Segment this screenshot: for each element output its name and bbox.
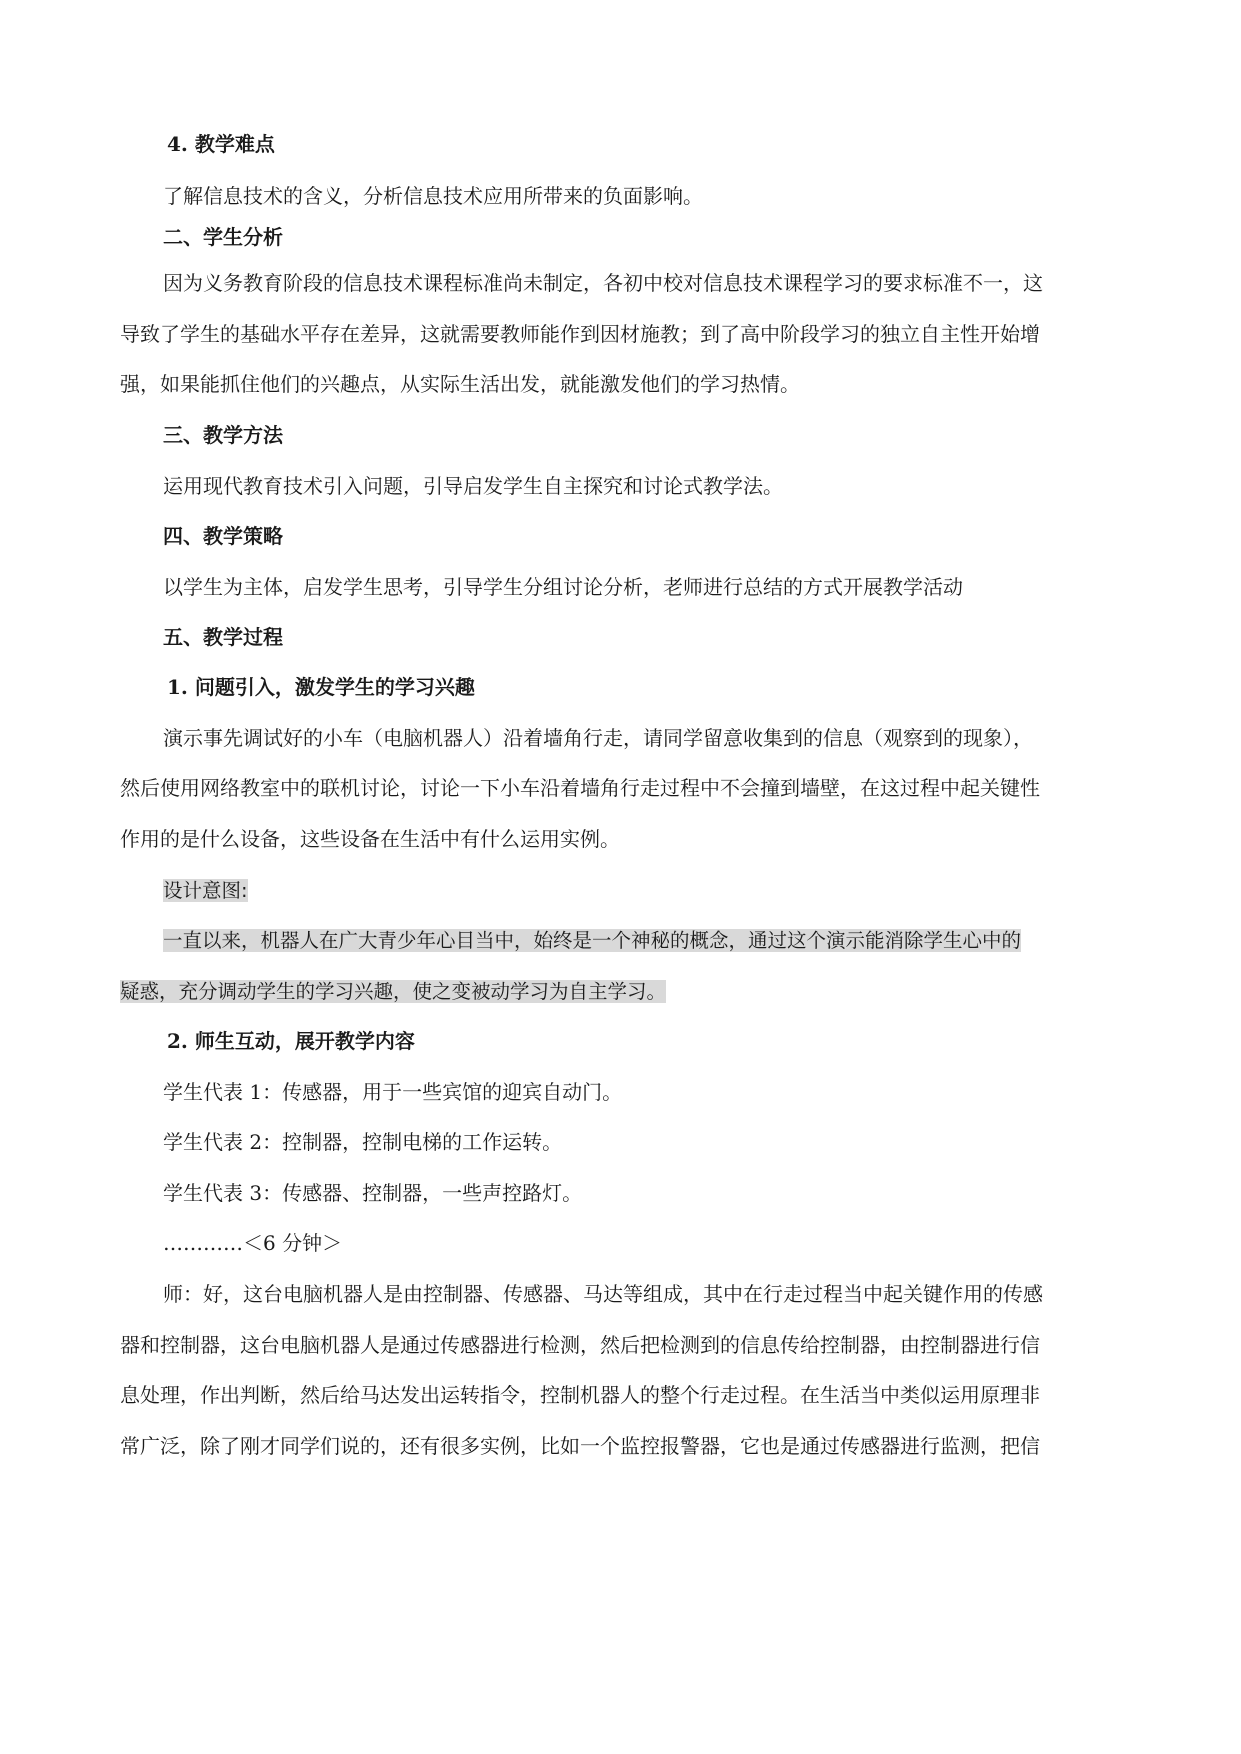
paragraph-text: 以学生为主体，启发学生思考，引导学生分组讨论分析，老师进行总结的方式开展教学活动 <box>163 575 963 599</box>
subsection-title-question-intro: 1. 问题引入，激发学生的学习兴趣 <box>167 675 475 699</box>
paragraph-line: 师：好，这台电脑机器人是由控制器、传感器、马达等组成，其中在行走过程当中起关键作用的传感 <box>163 1282 1043 1306</box>
section-title-student-analysis: 二、学生分析 <box>163 225 283 249</box>
paragraph-line: 演示事先调试好的小车（电脑机器人）沿着墙角行走，请同学留意收集到的信息（观察到的现象）， <box>163 726 1033 750</box>
subsection-title-interaction: 2. 师生互动，展开教学内容 <box>167 1029 415 1053</box>
paragraph-line: 作用的是什么设备，这些设备在生活中有什么运用实例。 <box>120 827 620 851</box>
highlighted-text: 一直以来，机器人在广大青少年心目当中，始终是一个神秘的概念，通过这个演示能消除学生心中的 <box>163 929 1022 952</box>
section-title-teaching-method: 三、教学方法 <box>163 423 283 447</box>
paragraph-line: 导致了学生的基础水平存在差异，这就需要教师能作到因材施教；到了高中阶段学习的独立自主性开始增 <box>120 322 1040 346</box>
section-title-teaching-process: 五、教学过程 <box>163 625 283 649</box>
highlighted-text: 设计意图: <box>163 879 248 902</box>
design-intent-label <box>163 876 248 905</box>
highlighted-text: 疑惑，充分调动学生的学习兴趣，使之变被动学习为自主学习。 <box>120 980 667 1003</box>
paragraph-line: 因为义务教育阶段的信息技术课程标准尚未制定，各初中校对信息技术课程学习的要求标准不一，这 <box>163 271 1043 295</box>
paragraph-line: 强，如果能抓住他们的兴趣点，从实际生活出发，就能激发他们的学习热情。 <box>120 372 800 396</box>
section-title-teaching-strategy: 四、教学策略 <box>163 524 283 548</box>
design-intent-line <box>120 977 666 1006</box>
student-response: 学生代表 1：传感器，用于一些宾馆的迎宾自动门。 <box>163 1080 623 1104</box>
section-title-teaching-difficulty: 4. 教学难点 <box>167 132 275 156</box>
paragraph-line: 常广泛，除了刚才同学们说的，还有很多实例，比如一个监控报警器，它也是通过传感器进行监测，把信 <box>120 1434 1040 1458</box>
paragraph-line: 然后使用网络教室中的联机讨论，讨论一下小车沿着墙角行走过程中不会撞到墙壁，在这过程中起关键性 <box>120 776 1040 800</box>
paragraph-line: 息处理，作出判断，然后给马达发出运转指令，控制机器人的整个行走过程。在生活当中类似运用原理非 <box>120 1383 1040 1407</box>
student-response: 学生代表 3：传感器、控制器，一些声控路灯。 <box>163 1181 583 1205</box>
paragraph-text: 运用现代教育技术引入问题，引导启发学生自主探究和讨论式教学法。 <box>163 474 783 498</box>
design-intent-line <box>163 926 1021 955</box>
time-note: …………＜6 分钟＞ <box>163 1231 343 1255</box>
student-response: 学生代表 2：控制器，控制电梯的工作运转。 <box>163 1130 563 1154</box>
paragraph-line: 器和控制器，这台电脑机器人是通过传感器进行检测，然后把检测到的信息传给控制器，由控制器进行信 <box>120 1333 1040 1357</box>
paragraph-text: 了解信息技术的含义，分析信息技术应用所带来的负面影响。 <box>163 184 703 208</box>
